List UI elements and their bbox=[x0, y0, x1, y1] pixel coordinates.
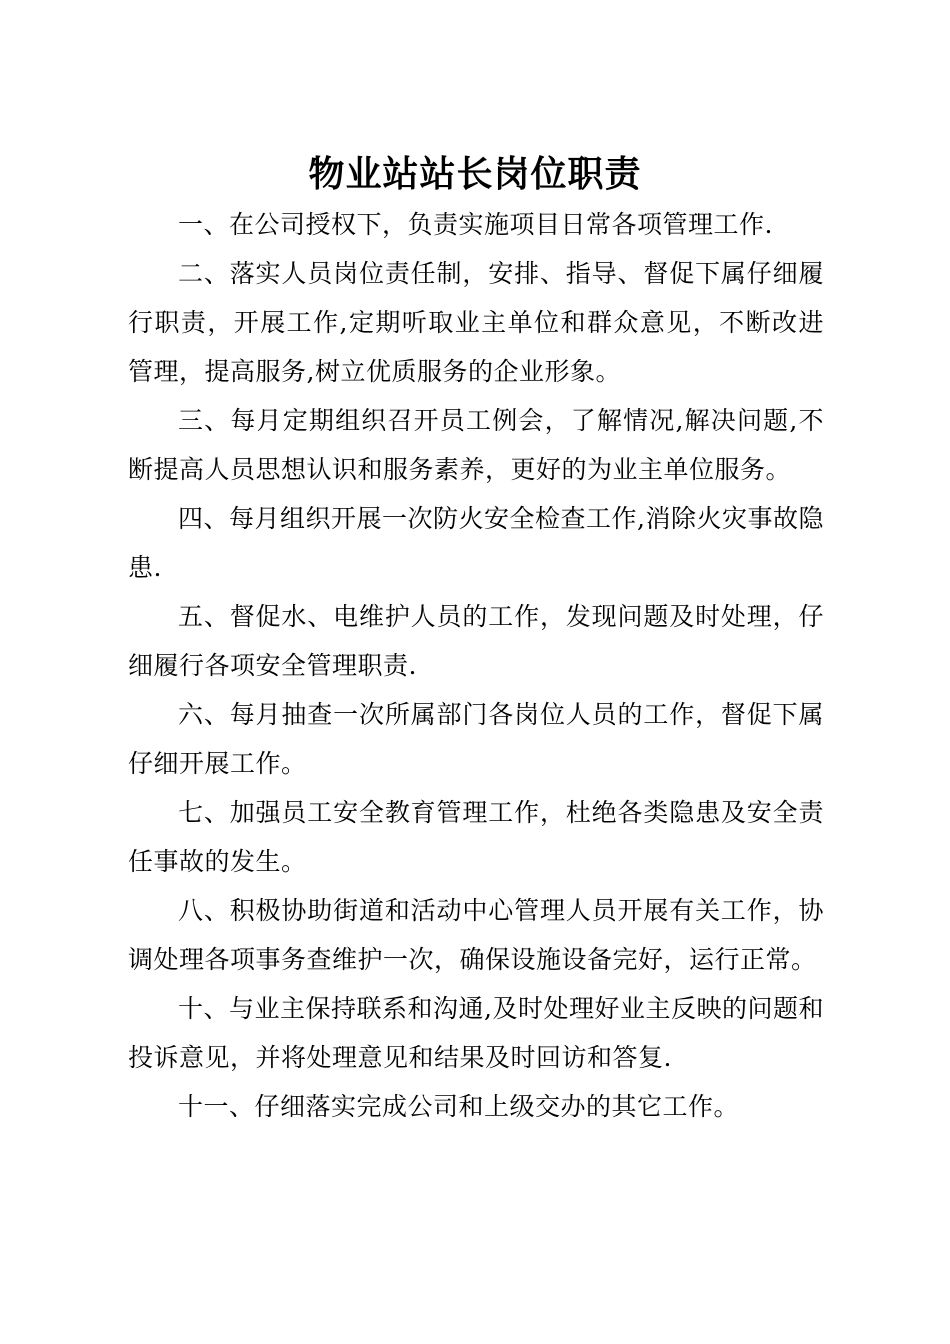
paragraph-11: 十一、仔细落实完成公司和上级交办的其它工作。 bbox=[178, 1092, 740, 1121]
paragraph-10: 十、与业主保持联系和沟通,及时处理好业主反映的问题和投诉意见，并将处理意见和结果及时回访和答复. bbox=[128, 994, 824, 1072]
document-title: 物业站站长岗位职责 bbox=[308, 153, 642, 195]
paragraph-5: 五、督促水、电维护人员的工作，发现问题及时处理，仔细履行各项安全管理职责. bbox=[128, 602, 824, 680]
paragraph-7: 七、加强员工安全教育管理工作，杜绝各类隐患及安全责任事故的发生。 bbox=[128, 798, 824, 876]
paragraph-2: 二、落实人员岗位责任制，安排、指导、督促下属仔细履行职责，开展工作,定期听取业主单位和群众意见，不断改进管理，提高服务,树立优质服务的企业形象。 bbox=[128, 259, 824, 386]
paragraph-6: 六、每月抽查一次所属部门各岗位人员的工作，督促下属仔细开展工作。 bbox=[128, 700, 824, 778]
paragraph-3: 三、每月定期组织召开员工例会，了解情况,解决问题,不断提高人员思想认识和服务素养，更好的为业主单位服务。 bbox=[128, 406, 824, 484]
paragraph-1: 一、在公司授权下，负责实施项目日常各项管理工作. bbox=[178, 210, 773, 239]
paragraph-4: 四、每月组织开展一次防火安全检查工作,消除火灾事故隐患. bbox=[128, 504, 824, 582]
paragraph-8: 八、积极协助街道和活动中心管理人员开展有关工作，协调处理各项事务查维护一次，确保设施设备完好，运行正常。 bbox=[128, 896, 824, 974]
document-body bbox=[128, 200, 824, 1131]
